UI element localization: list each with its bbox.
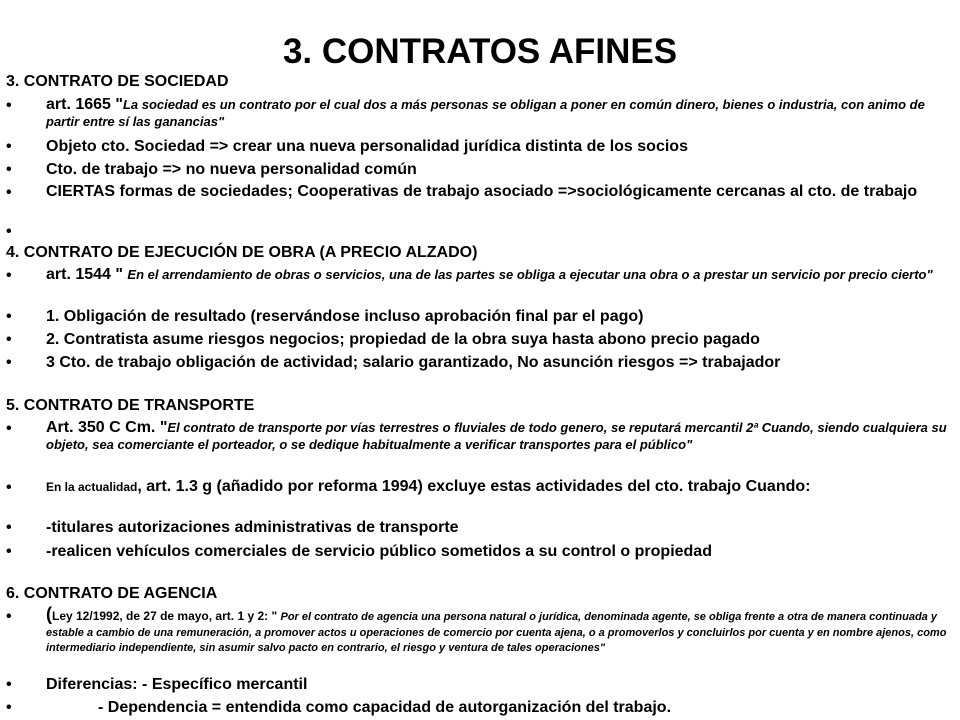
bullet-item (6, 183, 954, 200)
article-ref: art. 1544 " (46, 266, 128, 283)
bullet-marker: • (6, 519, 12, 536)
bullet-text: 1. Obligación de resultado (reservándose incluso aprobación final par el pago) (46, 308, 644, 325)
article-quote: Por el contrato de agencia una persona natural o jurídica, denominada agente, se obliga frente a otra de manera continuada y estable a cambio de una remuneración, a promover actos u operaciones de comercio por cuenta ajena, o a promoverlos y concluirlos por cuenta y en nombre ajenos, como intermediario independiente, sin asumir salvo pacto en contrario, el riesgo y ventura de tales operaciones" (46, 611, 947, 654)
article-quote: El contrato de transporte por vías terrestres o fluviales de todo genero, se reputará mercantil 2ª Cuando, siendo cualquiera su objeto, sea comerciante el porteador, o se dedique habitualmente a verificar transportes para el público" (46, 420, 947, 452)
section-heading-transporte: 5. CONTRATO DE TRANSPORTE (6, 397, 255, 414)
bullet-text (46, 478, 954, 496)
bullet-marker: • (6, 267, 12, 284)
article-ref: Art. 350 C Cm. " (46, 419, 168, 436)
bullet-item (6, 353, 954, 372)
bullet-marker: • (6, 184, 12, 201)
section-heading-sociedad: 3. CONTRATO DE SOCIEDAD (6, 73, 229, 90)
bullet-marker: • (6, 161, 12, 178)
bullet-text (46, 604, 954, 654)
bullet-item (6, 160, 954, 179)
bullet-marker: • (6, 223, 12, 240)
bullet-item (6, 419, 954, 453)
bullet-marker: • (6, 308, 12, 325)
bullet-item (6, 137, 954, 156)
bullet-item (6, 698, 954, 717)
section-heading-ejecucion-obra: 4. CONTRATO DE EJECUCIÓN DE OBRA (A PRECIO ALZADO) (6, 244, 478, 261)
law-ref: Ley 12/1992, de 27 de mayo, art. 1 y 2: " (52, 609, 281, 623)
bullet-text: -realicen vehículos comerciales de servicio público sometidos a su control o propiedad (46, 543, 712, 560)
section-heading-agencia: 6. CONTRATO DE AGENCIA (6, 585, 218, 602)
slide-title: 3. CONTRATOS AFINES (282, 32, 678, 71)
open-paren: ( (46, 604, 52, 624)
bullet-marker: • (6, 699, 12, 716)
bullet-text: Objeto cto. Sociedad => crear una nueva personalidad jurídica distinta de los socios (46, 138, 688, 155)
bullet-item (6, 542, 954, 561)
small-lead-text: En la actualidad (46, 480, 138, 494)
bullet-marker: • (6, 608, 12, 625)
bullet-marker: • (6, 420, 12, 437)
bullet-text-content: - Dependencia = entendida como capacidad de autorganización del trabajo. (98, 699, 672, 716)
bullet-text (46, 96, 954, 130)
article-ref: art. 1665 " (46, 96, 123, 113)
bullet-item (6, 604, 954, 654)
bullet-item (6, 518, 954, 537)
bullet-item (6, 478, 954, 496)
bullet-text (46, 698, 954, 717)
bullet-text: CIERTAS formas de sociedades; Cooperativas de trabajo asociado =>sociológicamente cercanas al cto. de trabajo (46, 183, 918, 200)
article-ref: , art. 1.3 g (añadido por reforma 1994) excluye estas actividades del cto. trabajo Cuando: (137, 478, 811, 495)
article-quote: La sociedad es un contrato por el cual dos a más personas se obligan a poner en común dinero, bienes o industria, con animo de partir entre sí las ganancias" (46, 97, 925, 129)
bullet-marker: • (6, 479, 12, 496)
bullet-text: -titulares autorizaciones administrativas de transporte (46, 519, 459, 536)
bullet-marker: • (6, 97, 12, 114)
bullet-marker: • (6, 331, 12, 348)
bullet-marker: • (6, 138, 12, 155)
bullet-marker: • (6, 543, 12, 560)
bullet-text: Diferencias: - Específico mercantil (46, 676, 308, 693)
bullet-text: 2. Contratista asume riesgos negocios; propiedad de la obra suya hasta abono precio pagado (46, 331, 760, 348)
bullet-item (6, 307, 954, 326)
bullet-marker: • (6, 676, 12, 693)
bullet-text (46, 266, 954, 283)
bullet-item (6, 96, 954, 130)
article-quote: En el arrendamiento de obras o servicios, una de las partes se obliga a ejecutar una obra o a prestar un servicio por precio cierto" (127, 267, 933, 282)
bullet-item (6, 675, 954, 694)
bullet-marker: • (6, 354, 12, 371)
bullet-item (6, 266, 954, 283)
bullet-text (46, 419, 954, 453)
bullet-text: 3 Cto. de trabajo obligación de actividad; salario garantizado, No asunción riesgos => trabajador (46, 354, 781, 371)
bullet-text: Cto. de trabajo => no nueva personalidad común (46, 161, 417, 178)
bullet-item (6, 330, 954, 349)
